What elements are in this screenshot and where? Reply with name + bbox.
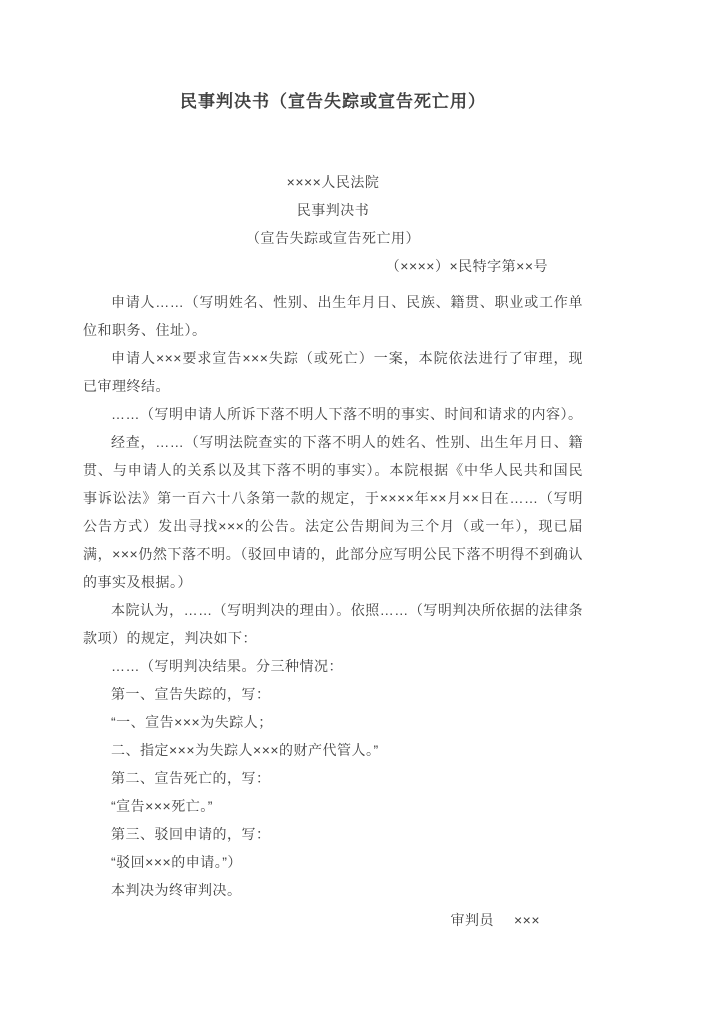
body-paragraph: “驳回×××的申请。”） xyxy=(111,854,242,870)
body-paragraph: 申请人×××要求宣告×××失踪（或死亡）一案，本院依法进行了审理，现已审理终结。 xyxy=(83,350,583,394)
body-paragraph: 本院认为，……（写明判决的理由）。依照……（写明判决所依据的法律条款项）的规定，判决如下： xyxy=(83,602,583,646)
case-number: （××××）×民特字第××号 xyxy=(385,258,548,274)
body-paragraph: 本判决为终审判决。 xyxy=(111,882,242,898)
body-paragraph: 第三、驳回申请的，写： xyxy=(111,826,271,842)
document-type: 民事判决书 xyxy=(296,202,370,218)
body-paragraph: ……（写明判决结果。分三种情况： xyxy=(111,658,343,674)
body-paragraph: ……（写明申请人所诉下落不明人下落不明的事实、时间和请求的内容）。 xyxy=(111,406,583,422)
judge-name: ××× xyxy=(513,912,540,928)
body-paragraph: 申请人……（写明姓名、性别、出生年月日、民族、籍贯、职业或工作单位和职务、住址）。 xyxy=(83,294,583,338)
signature-block xyxy=(83,906,583,934)
body-paragraph: “宣告×××死亡。” xyxy=(111,798,213,814)
body-paragraph: 第二、宣告死亡的，写： xyxy=(111,770,271,786)
document-content xyxy=(83,0,583,934)
usage-note: （宣告失踪或宣告死亡用） xyxy=(246,230,420,246)
document-body xyxy=(83,288,583,904)
body-paragraph: 二、指定×××为失踪人×××的财产代管人。” xyxy=(111,742,379,758)
body-paragraph: “一、宣告×××为失踪人； xyxy=(111,714,273,730)
body-paragraph: 经查，……（写明法院查实的下落不明人的姓名、性别、出生年月日、籍贯、与申请人的关系以及其下落不明的事实）。本院根据《中华人民共和国民事诉讼法》第一百六十八条第一款的规定，于××××年××月××日在……（写明公告方式）发出寻找×××的公告。法定公告期间为三个月（或一年），现已届满，×××仍然下落不明。（驳回申请的，此部分应写明公民下落不明得不到确认的事实及根据。） xyxy=(83,434,583,590)
court-name: ××××人民法院 xyxy=(286,174,380,190)
document-title: 民事判决书（宣告失踪或宣告死亡用） xyxy=(180,92,486,111)
body-paragraph: 第一、宣告失踪的，写： xyxy=(111,686,271,702)
document-header xyxy=(83,168,583,280)
judge-title-label: 审判员 xyxy=(450,912,494,928)
